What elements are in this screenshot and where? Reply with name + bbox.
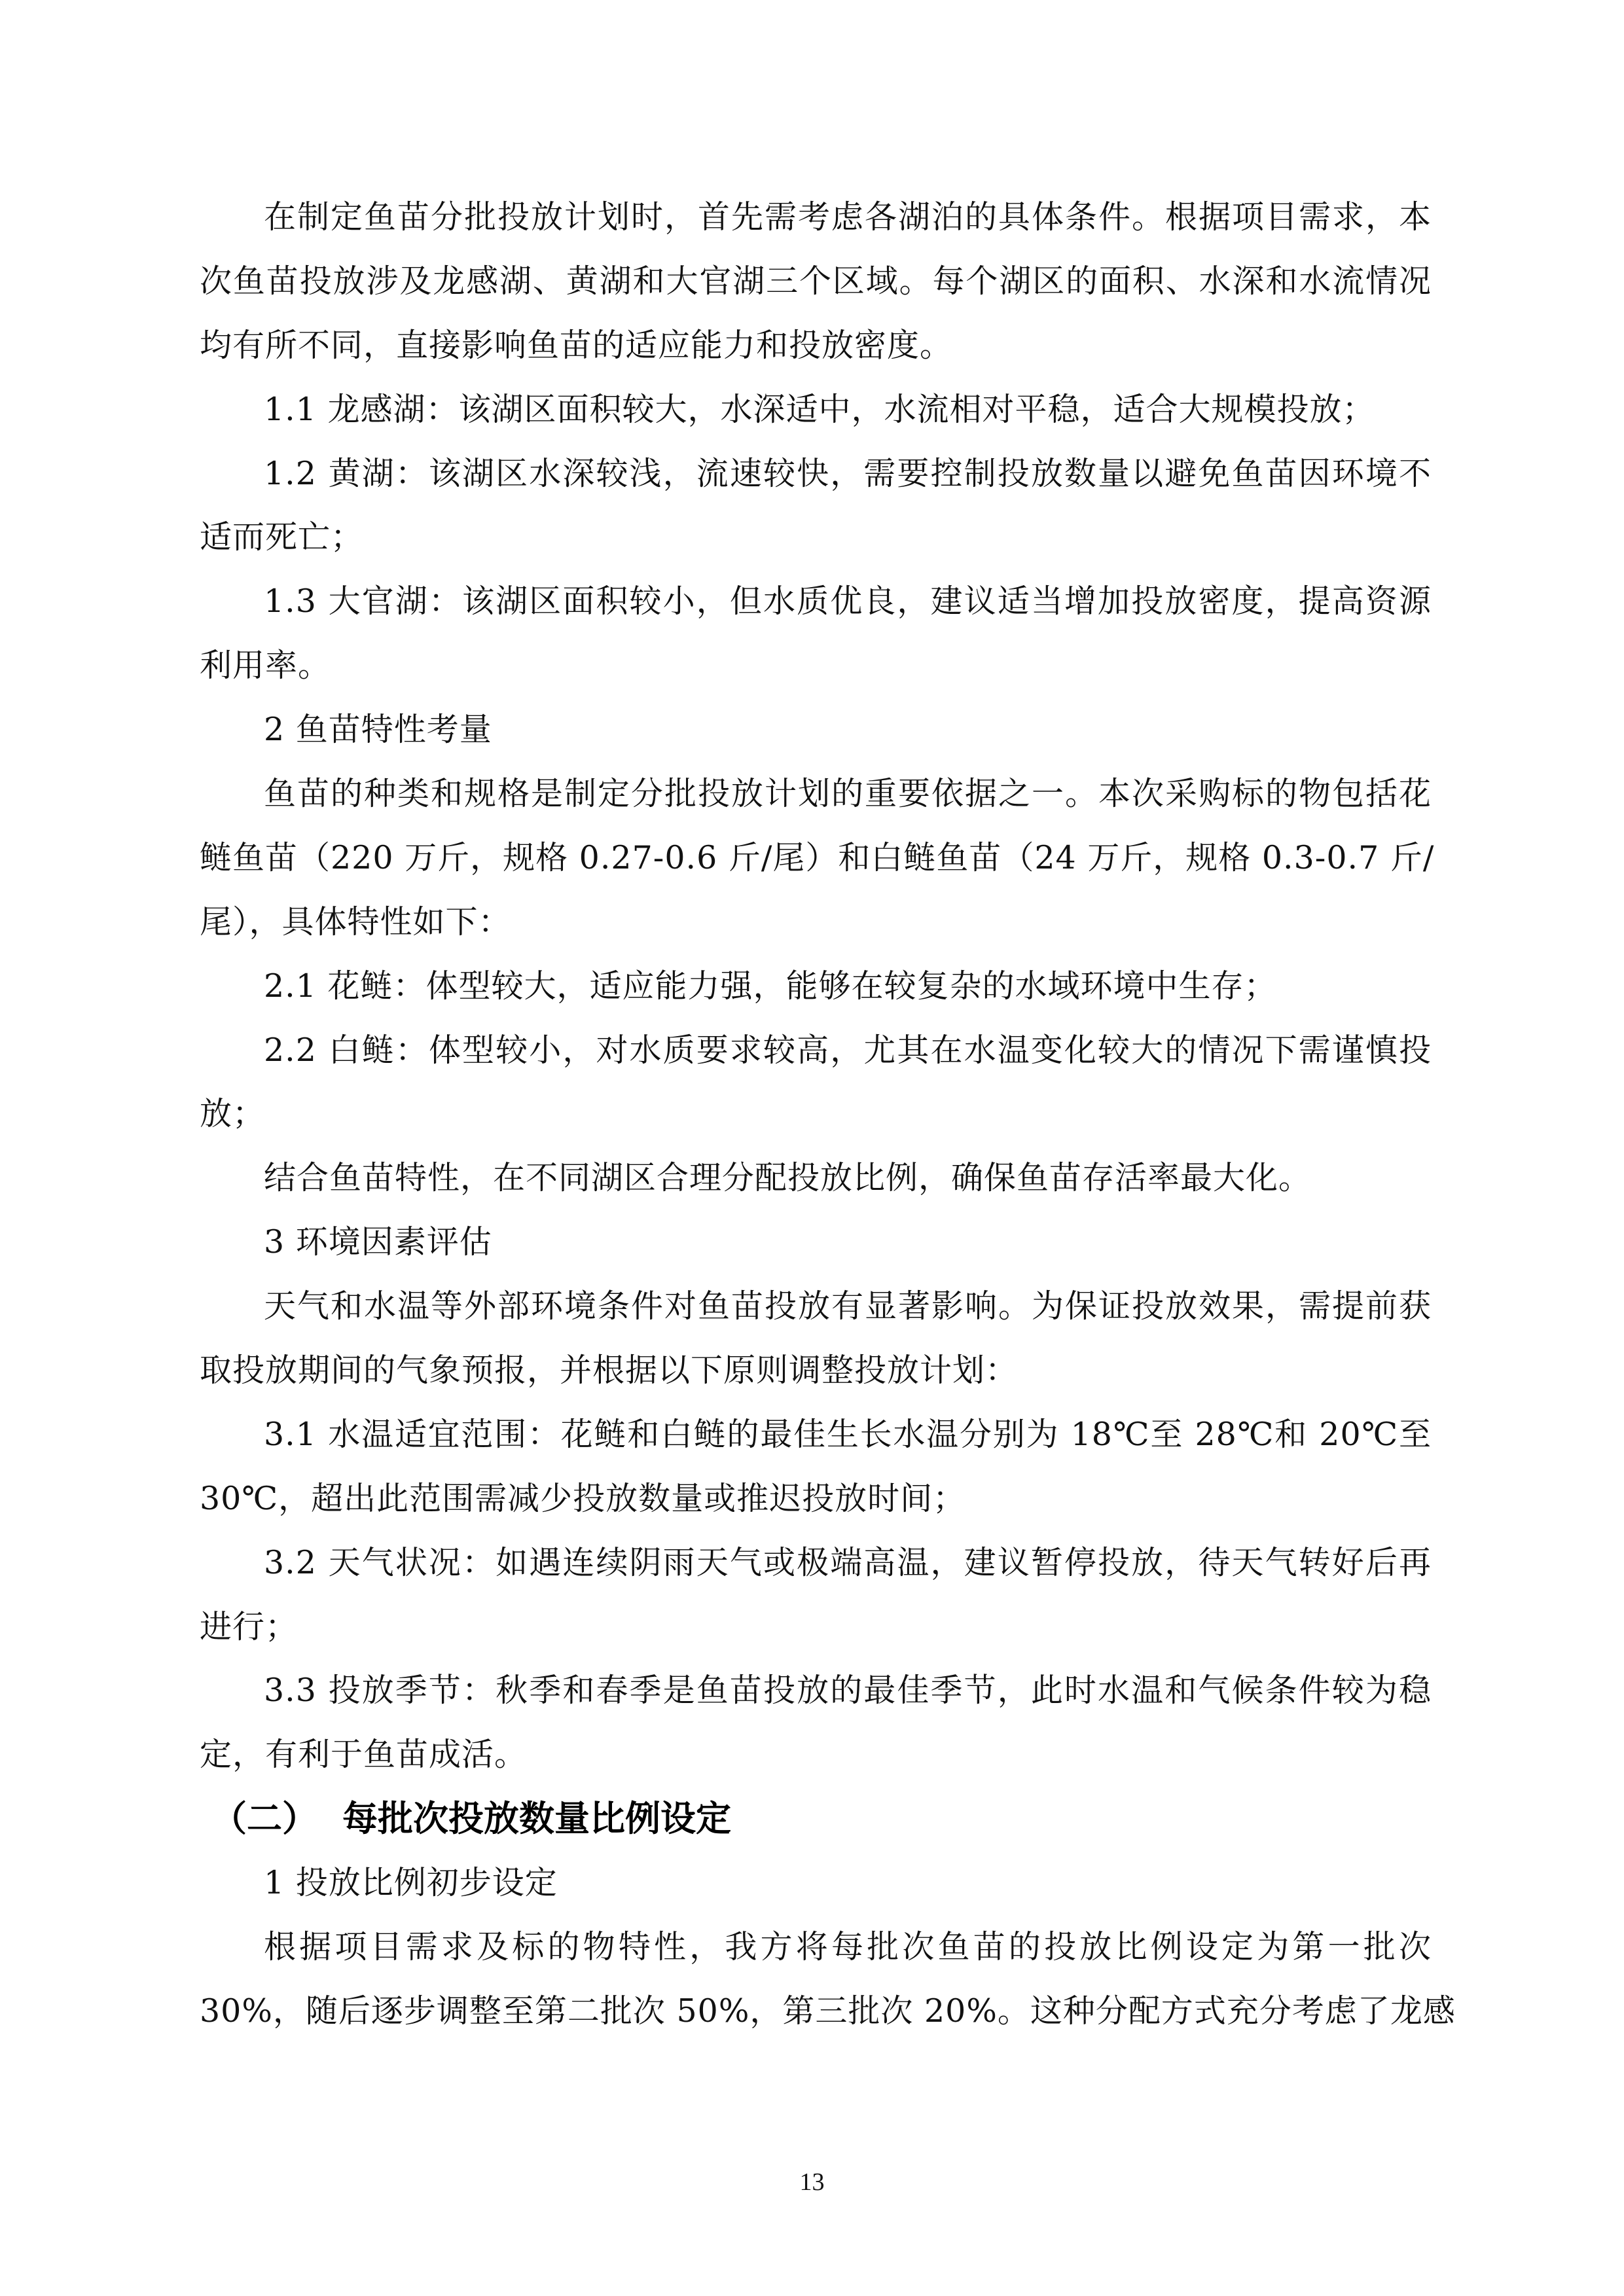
text-line: 均有所不同，直接影响鱼苗的适应能力和投放密度。 <box>200 326 953 364</box>
paragraph <box>200 442 1432 570</box>
text-line: 3.1 水温适宜范围：花鲢和白鲢的最佳生长水温分别为 18℃至 28℃和 20℃至 <box>264 1415 1432 1453</box>
paragraph <box>200 698 1432 762</box>
text-line: 3.3 投放季节：秋季和春季是鱼苗投放的最佳季节，此时水温和气候条件较为稳 <box>264 1672 1432 1710</box>
paragraph <box>200 185 1432 378</box>
text-line: 次鱼苗投放涉及龙感湖、黄湖和大官湖三个区域。每个湖区的面积、水深和水流情况 <box>200 262 1432 300</box>
section-heading-number: （二） <box>211 1798 317 1840</box>
text-line: 定，有利于鱼苗成活。 <box>200 1736 528 1774</box>
text-line: 尾），具体特性如下： <box>200 903 511 941</box>
text-line: 2.1 花鲢：体型较大，适应能力强，能够在较复杂的水域环境中生存； <box>264 967 1277 1005</box>
paragraph <box>200 378 1432 442</box>
text-line: 根据项目需求及标的物特性，我方将每批次鱼苗的投放比例设定为第一批次 <box>264 1928 1432 1966</box>
paragraph <box>200 1403 1432 1531</box>
text-line: 取投放期间的气象预报，并根据以下原则调整投放计划： <box>200 1352 1019 1390</box>
paragraph <box>200 762 1435 954</box>
paragraph <box>200 1531 1432 1659</box>
paragraph <box>200 1018 1432 1147</box>
text-line: 2.2 白鲢：体型较小，对水质要求较高，尤其在水温变化较大的情况下需谨慎投 <box>264 1031 1432 1069</box>
text-line: 利用率。 <box>200 647 331 685</box>
text-line: 在制定鱼苗分批投放计划时，首先需考虑各湖泊的具体条件。根据项目需求，本 <box>264 198 1432 236</box>
paragraph <box>200 1274 1432 1403</box>
text-line: 3 环境因素评估 <box>264 1223 492 1261</box>
paragraph <box>200 1146 1432 1210</box>
document-body <box>200 185 1456 2043</box>
text-line: 1.1 龙感湖：该湖区面积较大，水深适中，水流相对平稳，适合大规模投放； <box>264 390 1375 428</box>
text-line: 1.2 黄湖：该湖区水深较浅，流速较快，需要控制投放数量以避免鱼苗因环境不 <box>264 454 1432 492</box>
text-line: 2 鱼苗特性考量 <box>264 711 492 749</box>
text-line: 鲢鱼苗（220 万斤，规格 0.27-0.6 斤/尾）和白鲢鱼苗（24 万斤，规格 0.3-0.7 斤/ <box>200 838 1435 876</box>
text-line: 适而死亡； <box>200 518 364 556</box>
text-line: 1 投放比例初步设定 <box>264 1864 558 1902</box>
section-heading-title: 每批次投放数量比例设定 <box>342 1798 731 1840</box>
paragraph <box>200 1915 1456 2043</box>
text-line: 进行； <box>200 1607 298 1645</box>
paragraph <box>200 1851 1432 1915</box>
text-line: 放； <box>200 1095 266 1133</box>
text-line: 30%，随后逐步调整至第二批次 50%，第三批次 20%。这种分配方式充分考虑了龙感 <box>200 1992 1456 2030</box>
section-heading <box>200 1787 1432 1851</box>
text-line: 30℃，超出此范围需减少投放数量或推迟投放时间； <box>200 1479 966 1517</box>
paragraph <box>200 954 1432 1018</box>
paragraph <box>200 1210 1432 1274</box>
text-line: 3.2 天气状况：如遇连续阴雨天气或极端高温，建议暂停投放，待天气转好后再 <box>264 1543 1432 1581</box>
text-line: 鱼苗的种类和规格是制定分批投放计划的重要依据之一。本次采购标的物包括花 <box>264 775 1432 813</box>
text-line: 天气和水温等外部环境条件对鱼苗投放有显著影响。为保证投放效果，需提前获 <box>264 1287 1432 1325</box>
text-line: 1.3 大官湖：该湖区面积较小，但水质优良，建议适当增加投放密度，提高资源 <box>264 583 1432 620</box>
paragraph <box>200 1659 1432 1787</box>
paragraph <box>200 569 1432 698</box>
page-number: 13 <box>799 2168 825 2196</box>
text-line: 结合鱼苗特性，在不同湖区合理分配投放比例，确保鱼苗存活率最大化。 <box>264 1159 1312 1197</box>
